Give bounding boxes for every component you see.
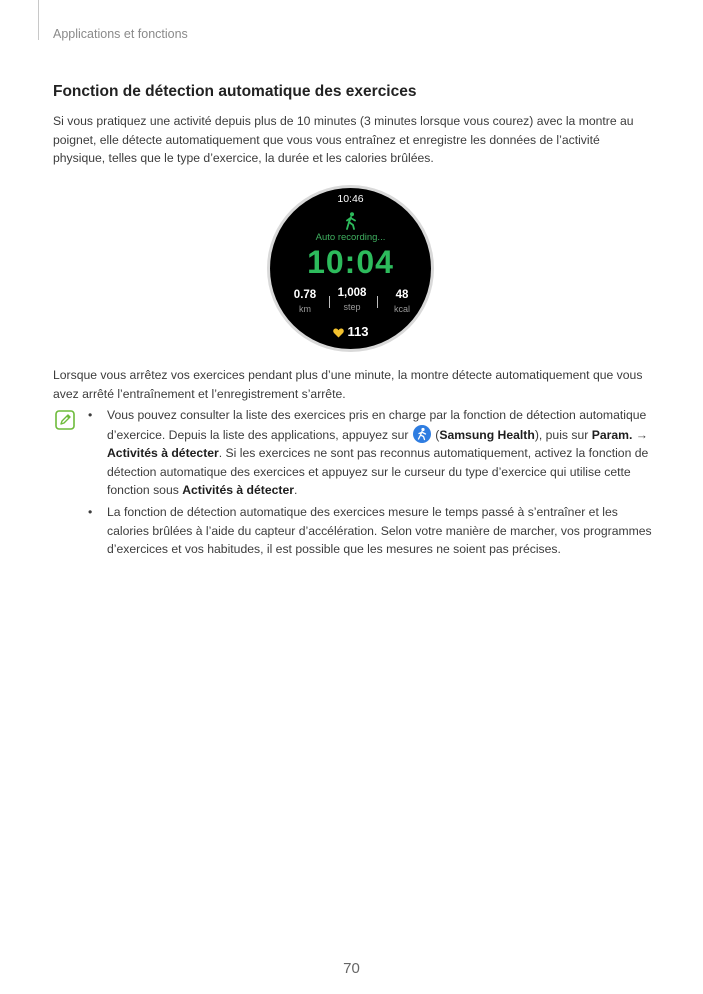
- samsung-health-icon[interactable]: [413, 425, 431, 443]
- note-text: ), puis sur: [534, 427, 592, 442]
- heart-rate-value: 113: [347, 324, 369, 339]
- watch-face: [270, 188, 431, 349]
- note-text: (: [431, 427, 440, 442]
- intro-paragraph: Si vous pratiquez une activité depuis plus de 10 minutes (3 minutes lorsque vous courez) avec la montre au poignet, elle détecte automatiquement que vous vous entraînez et enregistre les données de l’activité physique, telles que le type d’exercice, la durée et les calories brûlées.: [53, 114, 634, 165]
- note-text: . Si les exercices ne sont pas reconnus automatiquement, activez la fonction de détection automatique des exercices et appuyez sur le curseur du type d’exercice qui utilise cette fonction sous: [107, 446, 649, 497]
- activities-label: Activités à détecter: [182, 483, 294, 497]
- stat-unit: kcal: [393, 304, 410, 314]
- activities-label: Activités à détecter: [107, 446, 219, 460]
- note-text: Vous pouvez consulter la liste des exercices pris en charge par la fonction de détection automatique d’exercice. Depuis la liste des applications, appuyez sur: [107, 408, 647, 442]
- walking-icon: [344, 212, 358, 230]
- note-text: .: [293, 483, 298, 497]
- bullet: •: [88, 408, 93, 422]
- stat-value: 0.78: [293, 289, 317, 301]
- param-label: Param.: [591, 427, 633, 442]
- stat-unit: km: [299, 304, 311, 314]
- stat-divider: [377, 296, 378, 308]
- stat-value: 1,008: [337, 287, 367, 299]
- arrow: →: [632, 427, 648, 442]
- stop-paragraph: Lorsque vous arrêtez vos exercices pendant plus d’une minute, la montre détecte automatiquement que vous avez arrêté l’entraînement et l’enregistrement s’arrête.: [53, 368, 643, 401]
- stat-distance: [283, 289, 327, 314]
- note-icon: [55, 410, 75, 430]
- heart-icon: [333, 328, 344, 338]
- note-item-2: La fonction de détection automatique des exercices mesure le temps passé à s’entraîner et les calories brûlées à l’aide du capteur d’accélération. Selon votre manière de marcher, vos programmes d’exercices et vos habitudes, il est possible que les mesures ne soient pas précises.: [107, 505, 652, 556]
- section-header: Applications et fonctions: [53, 27, 188, 41]
- auto-recording-status: Auto recording...: [315, 232, 386, 243]
- stat-value: 48: [395, 289, 409, 301]
- heart-rate: [270, 324, 431, 339]
- section-title: Fonction de détection automatique des exercices: [53, 83, 417, 100]
- watch-clock: 10:46: [337, 193, 364, 205]
- bullet: •: [88, 505, 93, 519]
- note-item-1: [107, 406, 653, 500]
- stat-calories: [380, 289, 424, 314]
- stat-unit: step: [343, 302, 361, 312]
- header-rule: [38, 0, 39, 40]
- stat-steps: [330, 287, 374, 312]
- elapsed-time: 10:04: [307, 244, 394, 280]
- watch-screenshot: [267, 185, 434, 352]
- page-number: 70: [343, 960, 360, 977]
- samsung-health-label: Samsung Health: [439, 427, 535, 442]
